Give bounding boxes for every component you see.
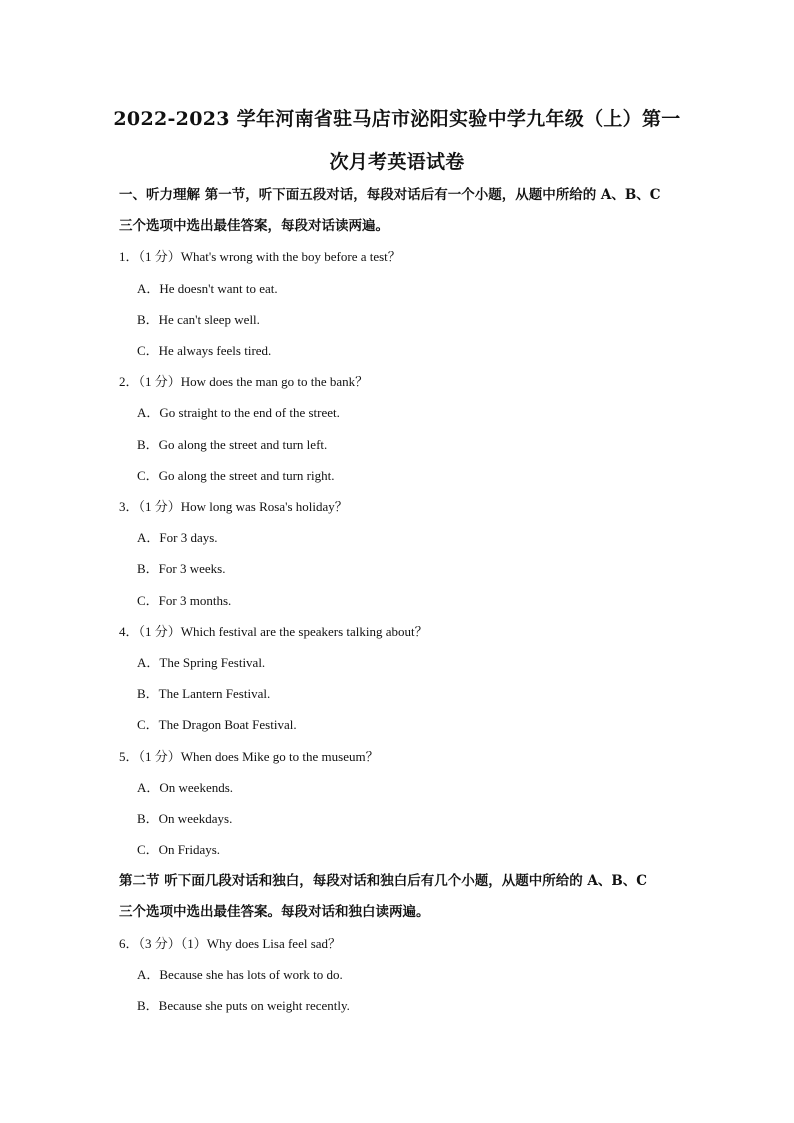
question-2-option-a[interactable]: A．Go straight to the end of the street.: [137, 405, 340, 420]
question-6-option-b[interactable]: B．Because she puts on weight recently.: [137, 998, 350, 1013]
question-6-stem: 6．（3 分）（1）Why does Lisa feel sad？: [119, 936, 342, 951]
exam-title-line-1: 2022-2023 学年河南省驻马店市泌阳实验中学九年级（上）第一: [113, 108, 681, 130]
section-1-line-2: 三个选项中选出最佳答案，每段对话读两遍。: [119, 218, 389, 234]
question-2-option-b[interactable]: B．Go along the street and turn left.: [137, 437, 328, 452]
question-2-stem: 2．（1 分）How does the man go to the bank？: [119, 374, 369, 389]
question-6-option-a[interactable]: A．Because she has lots of work to do.: [137, 967, 343, 982]
question-5-option-a[interactable]: A．On weekends.: [137, 780, 234, 795]
exam-title-line-2: 次月考英语试卷: [329, 151, 465, 173]
question-3-stem: 3．（1 分）How long was Rosa's holiday？: [119, 499, 348, 514]
question-5-option-b[interactable]: B．On weekdays.: [137, 811, 233, 826]
section-1-instructions: [119, 180, 679, 242]
question-1-option-a[interactable]: A．He doesn't want to eat.: [137, 281, 278, 296]
question-4-option-a[interactable]: A．The Spring Festival.: [137, 655, 266, 670]
question-3-option-a[interactable]: A．For 3 days.: [137, 530, 218, 545]
question-1-option-b[interactable]: B．He can't sleep well.: [137, 312, 260, 327]
question-1-stem: 1．（1 分）What's wrong with the boy before a test？: [119, 249, 401, 264]
question-4-option-c[interactable]: C．The Dragon Boat Festival.: [137, 717, 297, 732]
question-5-option-c[interactable]: C．On Fridays.: [137, 842, 221, 857]
question-3-option-c[interactable]: C．For 3 months.: [137, 593, 232, 608]
section-2-instructions: [119, 866, 679, 928]
question-3-option-b[interactable]: B．For 3 weeks.: [137, 561, 226, 576]
question-2-option-c[interactable]: C．Go along the street and turn right.: [137, 468, 335, 483]
section-1-line-1: 一、听力理解 第一节，听下面五段对话，每段对话后有一个小题，从题中所给的 A、B、C: [119, 187, 661, 203]
question-4-option-b[interactable]: B．The Lantern Festival.: [137, 686, 271, 701]
section-2-line-2: 三个选项中选出最佳答案。每段对话和独白读两遍。: [119, 904, 430, 920]
question-4-stem: 4．（1 分）Which festival are the speakers talking about？: [119, 624, 428, 639]
question-5-stem: 5．（1 分）When does Mike go to the museum？: [119, 749, 379, 764]
question-1-option-c[interactable]: C．He always feels tired.: [137, 343, 272, 358]
section-2-line-1: 第二节 听下面几段对话和独白，每段对话和独白后有几个小题，从题中所给的 A、B、C: [119, 873, 648, 889]
